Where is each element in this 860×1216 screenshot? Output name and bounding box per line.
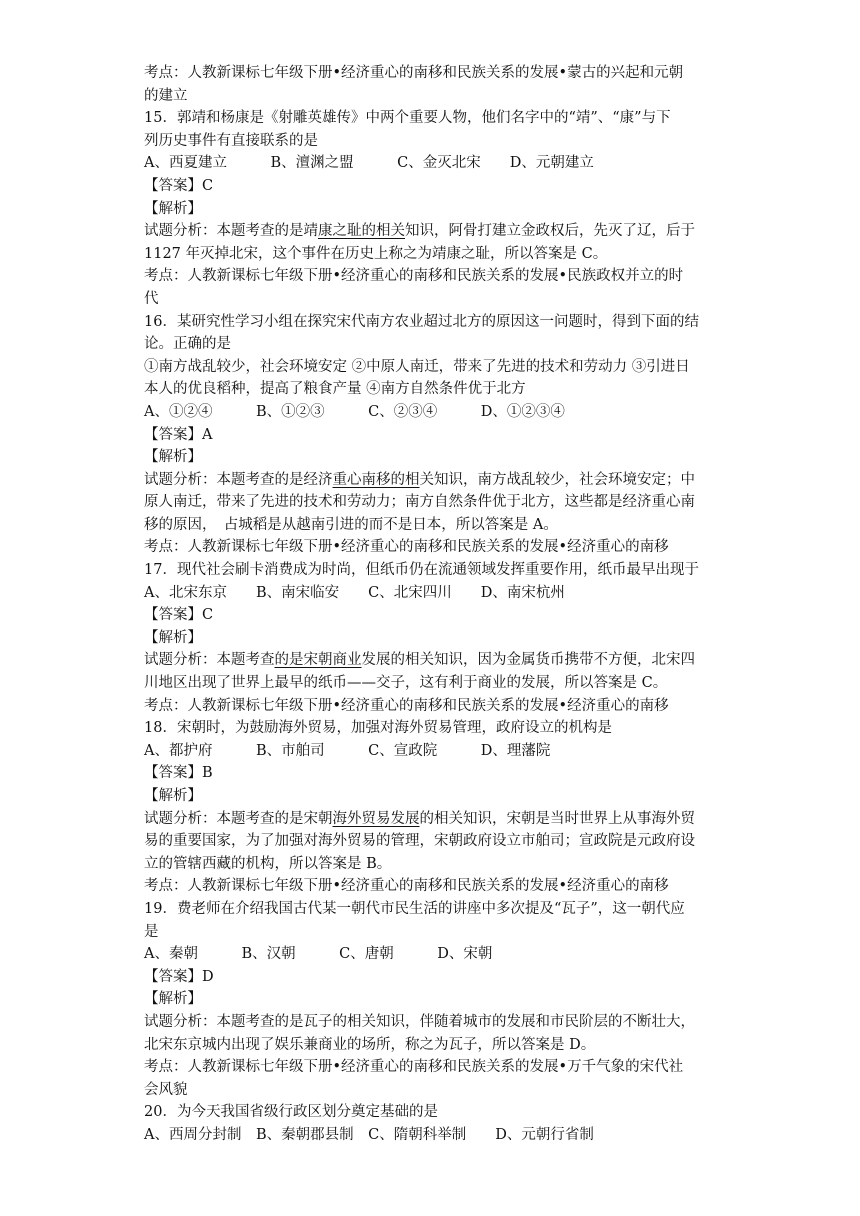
text-line: 考点：人教新课标七年级下册•经济重心的南移和民族关系的发展•经济重心的南移 — [144, 539, 669, 556]
underlined-text: 海外贸易发展 — [332, 810, 420, 827]
text-line: 的建立 — [144, 87, 188, 104]
text-line: 会风貌 — [144, 1081, 188, 1098]
document-page — [144, 62, 724, 1147]
text-segment: 发展的相关知识，因为金属货币携带不方便，北宋四 — [361, 652, 695, 669]
text-line: 考点：人教新课标七年级下册•经济重心的南移和民族关系的发展•经济重心的南移 — [144, 878, 669, 895]
text-line: 是 — [144, 923, 159, 940]
text-segment: 试题分析：本题考查 — [144, 652, 275, 669]
text-line — [144, 469, 724, 492]
text-line: 【解析】 — [144, 629, 202, 646]
underlined-text: 的是宋朝商业 — [274, 652, 362, 669]
underlined-text: 康之耻的相关 — [318, 223, 405, 240]
text-line: ①南方战乱较少，社会环境安定 ②中原人南迁，带来了先进的技术和劳动力 ③引进日 — [144, 358, 690, 375]
text-line: 1127 年灭掉北宋，这个事件在历史上称之为靖康之耻，所以答案是 C。 — [144, 245, 608, 262]
text-segment: 知识，阿骨打建立金政权后，先灭了辽，后于 — [405, 223, 695, 240]
text-line: 【答案】A — [144, 426, 213, 443]
text-line: 列历史事件有直接联系的是 — [144, 132, 318, 149]
text-line: 本人的优良稻种，提高了粮食产量 ④南方自然条件优于北方 — [144, 381, 526, 398]
text-line: 考点：人教新课标七年级下册•经济重心的南移和民族关系的发展•蒙古的兴起和元朝 — [144, 65, 684, 81]
text-line: 原人南迁，带来了先进的技术和劳动力；南方自然条件优于北方，这些都是经济重心南 — [144, 494, 695, 511]
text-line: 【答案】C — [144, 607, 214, 624]
text-line: 【解析】 — [144, 200, 202, 217]
text-line: A、①②④ B、①②③ C、②③④ D、①②③④ — [144, 403, 565, 420]
text-line: 17．现代社会刷卡消费成为时尚，但纸币仍在流通领域发挥重要作用，纸币最早出现于 — [144, 562, 699, 579]
text-line: A、北宋东京 B、南宋临安 C、北宋四川 D、南宋杭州 — [144, 584, 565, 601]
text-line: 【解析】 — [144, 991, 202, 1008]
text-line: 试题分析：本题考查的是瓦子的相关知识，伴随着城市的发展和市民阶层的不断壮大， — [144, 1013, 695, 1030]
underlined-text: 重心南移的相 — [332, 471, 420, 488]
text-line: A、都护府 B、市舶司 C、宣政院 D、理藩院 — [144, 742, 551, 759]
text-line: 19．费老师在介绍我国古代某一朝代市民生活的讲座中多次提及“瓦子”，这一朝代应 — [144, 900, 685, 917]
text-line: 18．宋朝时，为鼓励海外贸易，加强对海外贸易管理，政府设立的机构是 — [144, 720, 612, 737]
text-line: 易的重要国家，为了加强对海外贸易的管理，宋朝政府设立市舶司；宣政院是元政府设 — [144, 833, 695, 850]
text-line: 【解析】 — [144, 449, 202, 466]
text-line: 立的管辖西藏的机构，所以答案是 B。 — [144, 855, 392, 872]
text-line: A、秦朝 B、汉朝 C、唐朝 D、宋朝 — [144, 946, 493, 963]
text-segment: 试题分析：本题考查的是靖 — [144, 223, 318, 240]
text-line: 论。正确的是 — [144, 336, 231, 353]
text-line: 【答案】D — [144, 968, 214, 985]
text-line — [144, 808, 724, 831]
text-line: A、西周分封制 B、秦朝郡县制 C、隋朝科举制 D、元朝行省制 — [144, 1126, 594, 1143]
text-line: 考点：人教新课标七年级下册•经济重心的南移和民族关系的发展•万千气象的宋代社 — [144, 1059, 684, 1076]
text-line: 考点：人教新课标七年级下册•经济重心的南移和民族关系的发展•经济重心的南移 — [144, 697, 669, 714]
text-line: A、西夏建立 B、澶渊之盟 C、金灭北宋 D、元朝建立 — [144, 155, 594, 172]
text-line: 代 — [144, 290, 159, 307]
text-line: 15．郭靖和杨康是《射雕英雄传》中两个重要人物，他们名字中的“靖”、“康”与下 — [144, 110, 671, 127]
text-line: 【解析】 — [144, 788, 202, 804]
text-line: 【答案】B — [144, 765, 213, 782]
text-line: 16．某研究性学习小组在探究宋代南方农业超过北方的原因这一问题时，得到下面的结 — [144, 313, 699, 330]
text-segment: 的相关知识，宋朝是当时世界上从事海外贸 — [419, 810, 695, 827]
text-line: 20．为今天我国省级行政区划分奠定基础的是 — [144, 1104, 438, 1121]
text-line: 川地区出现了世界上最早的纸币——交子，这有利于商业的发展，所以答案是 C。 — [144, 675, 668, 692]
text-segment: 试题分析：本题考查的是宋朝 — [144, 810, 333, 827]
text-line: 【答案】C — [144, 177, 214, 194]
text-segment: 试题分析：本题考查的是经济 — [144, 471, 333, 488]
text-line: 移的原因， 占城稻是从越南引进的而不是日本，所以答案是 A。 — [144, 516, 558, 533]
text-segment: 关知识，南方战乱较少，社会环境安定；中 — [419, 471, 695, 488]
document-body — [144, 62, 724, 1147]
text-line: 考点：人教新课标七年级下册•经济重心的南移和民族关系的发展•民族政权并立的时 — [144, 268, 684, 285]
text-line — [144, 649, 724, 672]
text-line: 北宋东京城内出现了娱乐兼商业的场所，称之为瓦子，所以答案是 D。 — [144, 1036, 596, 1053]
text-line — [144, 220, 724, 243]
